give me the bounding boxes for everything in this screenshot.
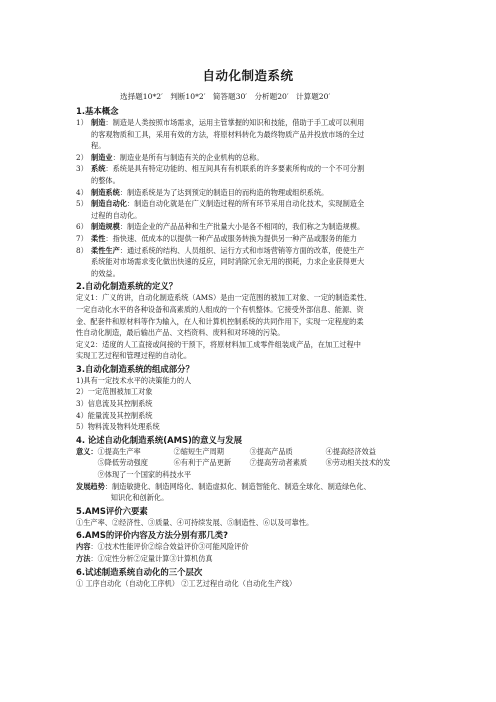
content-row [76, 541, 456, 553]
components-list [76, 375, 456, 433]
item-number: 8） [76, 245, 88, 255]
concept-term: 柔性生产 [91, 245, 120, 255]
list-item: 2）一定范围被加工对象 [76, 387, 153, 397]
concept-term: 制造业 [91, 152, 113, 162]
concept-term: 柔性 [91, 233, 106, 243]
concept-item [76, 221, 456, 233]
concept-item [76, 187, 456, 199]
meaning-item: ⑥有利于产品更新 [173, 458, 232, 468]
concept-definition-cont: 程。 [91, 141, 106, 151]
item-number: 2） [76, 152, 88, 162]
score-item: 选择题10*2′ [120, 92, 163, 101]
item-number: 5） [76, 199, 88, 209]
concept-definition: ：系统是具有特定功能的、相互间具有有机联系的许多要素所构成的一个不可分割 [105, 164, 365, 174]
section-heading-automation-levels: 6.试述制造系统自动化的三个层次 [76, 566, 203, 577]
item-body [91, 245, 364, 280]
trend-label: 发展趋势 [76, 481, 105, 491]
automation-levels: ① 工序自动化（自动化工序机） ②工艺过程自动化（自动化生产线） [76, 578, 297, 588]
item-body [91, 221, 364, 233]
concept-item [76, 245, 456, 280]
item-number: 4） [76, 187, 88, 197]
section-heading-definition: 2.自动化制造系统的定义？ [76, 281, 178, 292]
concept-item [76, 152, 456, 164]
item-number: 3） [76, 164, 88, 174]
concept-definition: ：指快速、低成本的以提供一种产品或服务转换为提供另一种产品或服务的能力 [105, 233, 357, 243]
method-value: ：①定性分析②定量计算③计算机仿真 [90, 554, 213, 563]
trend-line: 知识化和创新化。 [110, 493, 169, 503]
section-heading-basic-concepts: 1.基本概念 [76, 106, 119, 116]
concept-definition-cont: 的整体。 [91, 175, 120, 185]
content-label: 内容 [76, 542, 91, 552]
method-row [76, 553, 456, 565]
section-heading-components: 3.自动化制造系统的组成部分？ [76, 363, 194, 374]
meaning-label: 意义： [76, 446, 98, 456]
meaning-item: ⑤降低劳动强度 [97, 458, 148, 468]
meaning-item: ①提高生产率 [97, 446, 141, 456]
meaning-item: ⑦提高劳动者素质 [249, 458, 308, 468]
item-number: 7） [76, 233, 88, 243]
trend-line: ：制造敏捷化、制造网络化、制造虚拟化、制造智能化、制造全球化、制造绿色化、 [104, 481, 371, 491]
section-heading-significance: 4. 论述自动化制造系统(AMS)的意义与发展 [76, 434, 243, 445]
score-item: 简答题30′ [212, 92, 248, 101]
list-item: 1)具有一定技术水平的决策能力的人 [76, 375, 192, 385]
concept-definition: ：制造系统是为了达到预定的制造目的而构造的物理或组织系统。 [119, 187, 329, 197]
concept-definition-cont: 的效益。 [91, 268, 120, 278]
text-line: 一定自动化水平的各种设备和高素质的人组成的一个有机整体。它接受外部信息、能源、资 [76, 304, 364, 314]
meaning-item: ⑨体现了一个国家的科技水平 [97, 470, 192, 480]
score-item: 分析题20′ [254, 92, 289, 101]
text-line: 实现工艺过程和管理过程的自动化。 [76, 351, 192, 361]
concept-term: 系统 [91, 164, 106, 174]
document-title: 自动化制造系统 [202, 68, 294, 83]
concept-definition: ：制造企业的产品品种和生产批量大小是各不相同的，我们称之为制造规模。 [119, 222, 365, 232]
concept-item [76, 198, 456, 221]
concept-term: 制造系统 [91, 187, 120, 197]
text-line: 金、配套件和原材料等作为输入，在人和计算机控制系统的共同作用下，实现一定程度的柔 [76, 316, 364, 326]
meaning-item: ⑧劳动相关技术的发 [325, 458, 391, 468]
concept-definition-cont: 过程的自动化。 [91, 210, 142, 220]
concept-term: 制造 [91, 118, 106, 127]
item-body [91, 187, 328, 199]
concept-definition-cont: 的客观物质和工具，采用有效的方法，将原材料转化为最终物质产品并投放市场的全过 [91, 129, 365, 139]
concept-definition: ：制造业是所有与制造有关的企业机构的总称。 [112, 152, 264, 162]
concept-item [76, 117, 456, 152]
meaning-block [76, 446, 456, 481]
meaning-item: ④提高经济效益 [325, 446, 376, 456]
item-number: 1） [76, 118, 88, 127]
meaning-item: ②缩短生产周期 [173, 446, 224, 456]
meaning-item: ③提高产品质 [249, 446, 293, 456]
list-item: 4）能量流及其控制系统 [76, 410, 153, 420]
trend-block [76, 481, 456, 504]
concept-definition: ：制造自动化就是在广义制造过程的所有环节采用自动化技术，实现制造全 [126, 199, 365, 209]
item-body [91, 233, 357, 245]
concept-list [76, 117, 456, 279]
content-value: ：①技术性能评价②综合效益评价③可能风险评价 [90, 542, 249, 552]
score-item: 计算题20′ [296, 92, 331, 101]
definition-text [76, 292, 456, 362]
concept-term: 制造规模 [91, 222, 120, 232]
item-body [91, 117, 364, 152]
concept-definition: ：制造是人类按照市场需求，运用主管掌握的知识和技能，借助于手工或可以利用 [105, 118, 365, 127]
section-heading-evaluation-methods: 6.AMS的评价内容及方法分别有那几类? [76, 530, 228, 541]
concept-item [76, 233, 456, 245]
item-body [91, 163, 364, 186]
item-number: 6） [76, 222, 88, 232]
text-line: 定义2：适度的人工直接或间接的干预下，将原材料加工成零件组装成产品，在加工过程中 [76, 339, 361, 349]
concept-definition: ：通过系统的结构、人员组织、运行方式和市场营销等方面的改革，使使生产 [119, 245, 365, 255]
item-body [91, 152, 264, 164]
score-breakdown [120, 91, 456, 102]
concept-item [76, 163, 456, 186]
score-item: 判断10*2′ [170, 92, 206, 101]
concept-term: 制造自动化 [91, 199, 127, 209]
text-line: 性自动化制造，最后输出产品、文档资料、废料和对环境的污染。 [76, 328, 285, 338]
evaluation-factors: ①生产率、②经济性、③质量、④可持续发展、⑤制造性、⑥以及可靠性。 [76, 517, 314, 527]
method-label: 方法 [76, 554, 91, 563]
section-heading-evaluation-factors: 5.AMS评价六要素 [76, 505, 148, 516]
meaning-values [98, 446, 456, 481]
list-item: 3）信息流及其控制系统 [76, 399, 153, 409]
list-item: 5）物料流及物料处理系统 [76, 422, 160, 432]
text-line: 定义1：广义的讲，自动化制造系统（AMS）是由一定范围的被加工对象、一定的制造柔性、 [76, 293, 372, 303]
item-body [91, 198, 364, 221]
concept-definition-cont: 系统能对市场需求变化做出快速的反应，同时消除冗余无用的损耗，力求企业获得更大 [91, 257, 365, 267]
